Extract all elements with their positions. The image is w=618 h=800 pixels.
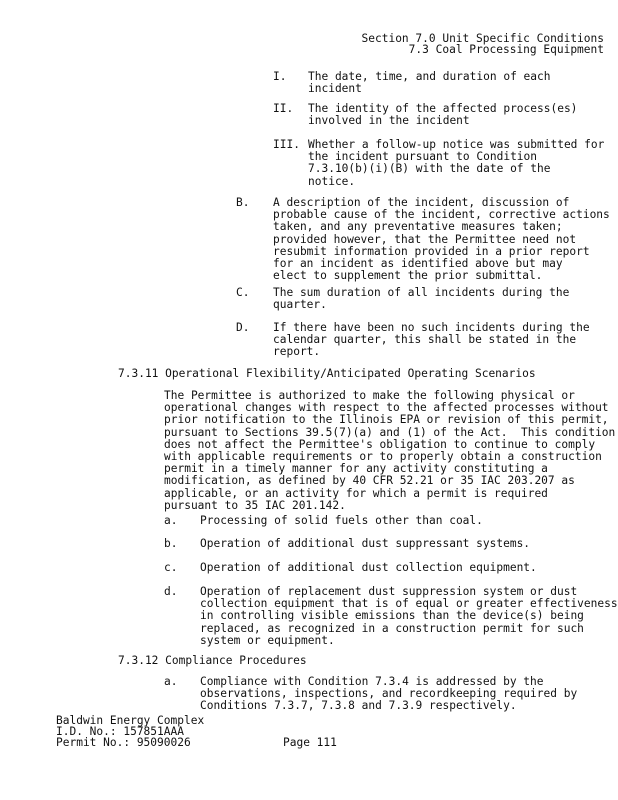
header-subsection-title: 7.3 Coal Processing Equipment [408,43,604,56]
section-heading: 7.3.12 Compliance Procedures [118,654,307,667]
paragraph-line: modification, as defined by 40 CFR 52.21 or 35 IAC 203.207 as [164,474,575,488]
paragraph-line: pursuant to 35 IAC 201.142. [164,498,346,512]
list-item-letter-text-line: quarter. [273,298,327,312]
list-item-lower-text-line: system or equipment. [200,633,335,647]
list-item-letter-text-line: report. [273,345,321,359]
paragraph-line: prior notification to the Illinois EPA or revision of this permit, [164,413,609,427]
list-item-lower-label: d. [164,585,178,598]
list-item-letter-text-line: calendar quarter, this shall be stated in the [273,333,577,347]
list-item-roman-text-line: The identity of the affected process(es) [308,102,578,115]
list-item-lower-text-line: collection equipment that is of equal or greater effectiveness [200,597,618,611]
list-item-roman-label: II. [273,102,294,115]
list-item-letter-text-line: A description of the incident, discussion of [273,196,570,209]
list-item-roman-label: III. [273,138,300,151]
paragraph-line: operational changes with respect to the affected processes without [164,401,609,415]
list-item-roman-text-line: notice. [308,174,356,188]
list-item-lower-text-line: replaced, as recognized in a construction permit for such [200,621,584,635]
list-item-lower-label: c. [164,561,178,574]
paragraph-line: does not affect the Permittee's obligation to continue to comply [164,437,596,451]
list-item-lower-text-line: in controlling visible emissions than the device(s) being [200,609,584,623]
list-item-letter-text-line: for an incident as identified above but may [273,257,563,270]
paragraph-line: The Permittee is authorized to make the following physical or [164,389,575,402]
list-item-letter-text-line: probable cause of the incident, corrective actions [273,208,610,222]
list-item-roman-text-line: 7.3.10(b)(i)(B) with the date of the [308,162,551,176]
list-item-letter-text-line: taken, and any preventative measures taken; [273,220,563,234]
list-item-letter-label: C. [236,286,250,299]
paragraph-line: applicable, or an activity for which a permit is required [164,486,548,500]
list-item-lower-text-line: Conditions 7.3.7, 7.3.8 and 7.3.9 respectively. [200,699,517,713]
paragraph-line: pursuant to Sections 39.5(7)(a) and (1) of the Act. This condition [164,425,616,439]
footer-page-number: Page 111 [283,736,337,749]
header-section-title: Section 7.0 Unit Specific Conditions [361,32,604,45]
list-item-lower-text-line: Operation of additional dust suppressant systems. [200,537,531,550]
list-item-roman-label: I. [273,70,287,83]
list-item-letter-text-line: provided however, that the Permittee need not [273,232,577,246]
list-item-lower-label: b. [164,537,178,550]
footer-facility-name: Baldwin Energy Complex [56,714,205,727]
list-item-lower-label: a. [164,675,178,688]
list-item-roman-text-line: the incident pursuant to Condition [308,150,538,164]
list-item-roman-text-line: involved in the incident [308,114,470,128]
paragraph-line: permit in a timely manner for any activity constituting a [164,462,548,476]
list-item-lower-text-line: Compliance with Condition 7.3.4 is addressed by the [200,675,544,688]
list-item-letter-text-line: If there have been no such incidents during the [273,321,590,334]
list-item-lower-text-line: Operation of additional dust collection equipment. [200,561,537,574]
list-item-letter-text-line: The sum duration of all incidents during the [273,286,570,299]
section-heading: 7.3.11 Operational Flexibility/Anticipated Operating Scenarios [118,367,536,380]
list-item-lower-text-line: observations, inspections, and recordkeeping required by [200,687,578,701]
list-item-roman-text-line: The date, time, and duration of each [308,70,551,83]
list-item-lower-text-line: Operation of replacement dust suppression system or dust [200,585,578,598]
footer-id-number: I.D. No.: 157851AAA [56,725,184,738]
list-item-letter-label: B. [236,196,250,209]
list-item-letter-label: D. [236,321,250,334]
list-item-lower-text-line: Processing of solid fuels other than coal. [200,514,483,527]
list-item-lower-label: a. [164,514,178,527]
footer-permit-number: Permit No.: 95090026 [56,736,191,749]
paragraph-line: with applicable requirements or to properly obtain a construction [164,450,602,463]
list-item-roman-text-line: Whether a follow-up notice was submitted for [308,138,605,151]
list-item-letter-text-line: elect to supplement the prior submittal. [273,269,543,283]
list-item-roman-text-line: incident [308,82,362,96]
list-item-letter-text-line: resubmit information provided in a prior report [273,244,590,258]
